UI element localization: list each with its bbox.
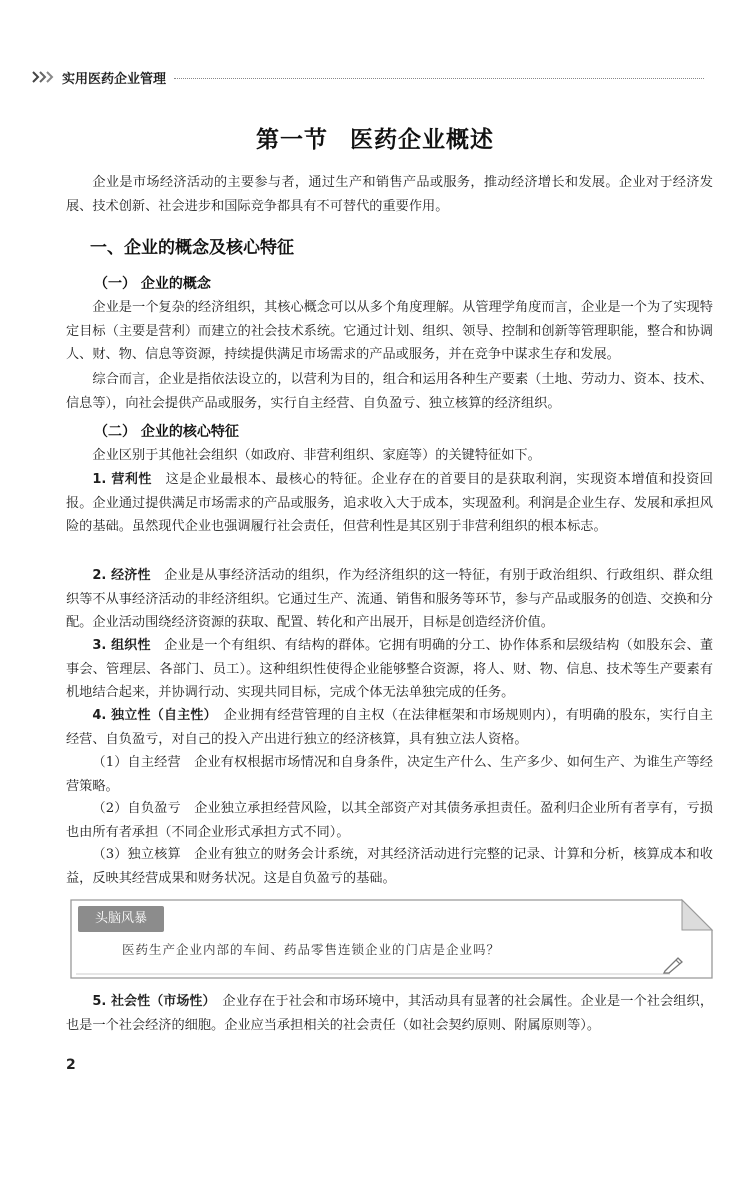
feature-4-autonomy: （1）自主经营 企业有权根据市场情况和自身条件，决定生产什么、生产多少、如何生产、为谁生产等经营策略。 xyxy=(66,755,713,794)
heading-sub1: （一） 企业的概念 xyxy=(94,276,211,292)
sub1-p1-block xyxy=(66,296,713,367)
section-title xyxy=(0,121,750,154)
heading-1-block xyxy=(66,233,713,258)
feature-4-text: 企业拥有经营管理的自主权（在法律框架和市场规则内），有明确的股东，实行自主经营、自负盈亏，对自己的投入产出进行独立的经济核算，具有独立法人资格。 xyxy=(66,708,713,747)
section-name: 医药企业概述 xyxy=(350,127,494,153)
brainstorm-frame xyxy=(70,898,714,980)
feature-4a-block xyxy=(66,751,713,798)
page-number: 2 xyxy=(66,1057,76,1073)
feature-5 xyxy=(66,990,713,1037)
feature-3-text: 企业是一个有组织、有结构的群体。它拥有明确的分工、协作体系和层级结构（如股东会、董事会、管理层、各部门、员工）。这种组织性使得企业能够整合资源，将人、财、物、信息、技术等生产要素有机地结合起来，并协调行动、实现共同目标，完成个体无法单独完成的任务。 xyxy=(66,638,714,700)
feature-4c-block xyxy=(66,843,713,890)
feature-4 xyxy=(66,704,713,751)
feature-3 xyxy=(66,634,713,705)
feature-2-text: 企业是从事经济活动的组织，作为经济组织的这一特征，有别于政治组织、行政组织、群众组织等不从事经济活动的非经济组织。它通过生产、流通、销售和服务等环节，参与产品或服务的创造、交换和分配。企业活动围绕经济资源的获取、配置、转化和产出展开，目标是创造经济价值。 xyxy=(66,568,714,630)
chevrons-icon xyxy=(32,71,56,83)
feature-3-block xyxy=(66,634,713,705)
feature-4-independent-accounting: （3）独立核算 企业有独立的财务会计系统，对其经济活动进行完整的记录、计算和分析，核算成本和收益，反映其经营成果和财务状况。这是自负盈亏的基础。 xyxy=(66,847,713,886)
feature-2 xyxy=(66,564,713,635)
concept-paragraph-1: 企业是一个复杂的经济组织，其核心概念可以从多个角度理解。从管理学角度而言，企业是一个为了实现特定目标（主要是营利）而建立的社会技术系统。它通过计划、组织、领导、控制和创新等管理职能，整合和协调人、财、物、信息等资源，持续提供满足市场需求的产品或服务，并在竞争中谋求生存和发展。 xyxy=(66,300,713,362)
brainstorm-label: 头脑风暴 xyxy=(78,906,164,932)
feature-1-lead: 1. 营利性 xyxy=(92,472,152,487)
section-number: 第一节 xyxy=(256,127,328,153)
sub1-p2-block xyxy=(66,368,713,415)
feature-4b-block xyxy=(66,797,713,844)
heading-sub2: （二） 企业的核心特征 xyxy=(94,424,239,440)
feature-3-lead: 3. 组织性 xyxy=(92,638,151,653)
header-rule xyxy=(174,78,704,79)
sub1-heading-block xyxy=(66,273,713,293)
feature-4-lead: 4. 独立性（自主性） xyxy=(92,708,211,723)
intro-paragraph: 企业是市场经济活动的主要参与者，通过生产和销售产品或服务，推动经济增长和发展。企业对于经济发展、技术创新、社会进步和国际竞争都具有不可替代的重要作用。 xyxy=(66,175,713,214)
sub2-heading-block xyxy=(66,421,713,441)
feature-4-block xyxy=(66,704,713,751)
brainstorm-box xyxy=(70,898,714,980)
intro-block xyxy=(66,171,713,218)
heading-1: 一、企业的概念及核心特征 xyxy=(90,238,294,258)
feature-1-block xyxy=(66,468,713,539)
brainstorm-question: 医药生产企业内部的车间、药品零售连锁企业的门店是企业吗？ xyxy=(122,942,501,957)
feature-2-lead: 2. 经济性 xyxy=(92,568,151,583)
feature-5-lead: 5. 社会性（市场性） xyxy=(92,994,210,1009)
feature-2-block xyxy=(66,564,713,635)
running-title: 实用医药企业管理 xyxy=(62,71,167,87)
feature-4-self-financing: （2）自负盈亏 企业独立承担经营风险，以其全部资产对其债务承担责任。盈利归企业所有者享有，亏损也由所有者承担（不同企业形式承担方式不同）。 xyxy=(66,801,713,840)
sub2-intro-block xyxy=(66,444,713,468)
pencil-icon xyxy=(662,956,684,978)
concept-paragraph-2: 综合而言，企业是指依法设立的，以营利为目的，组合和运用各种生产要素（土地、劳动力、资本、技术、信息等），向社会提供产品或服务，实行自主经营、自负盈亏、独立核算的经济组织。 xyxy=(66,372,713,411)
running-header xyxy=(32,66,704,88)
feature-1-text: 这是企业最根本、最核心的特征。企业存在的首要目的是获取利润，实现资本增值和投资回报。企业通过提供满足市场需求的产品或服务，追求收入大于成本，实现盈利。利润是企业生存、发展和承担风险的基础。虽然现代企业也强调履行社会责任，但营利性是其区别于非营利组织的根本标志。 xyxy=(66,472,713,534)
feature-5-block xyxy=(66,990,713,1037)
feature-1 xyxy=(66,468,713,539)
feature-5-text: 企业存在于社会和市场环境中，其活动具有显著的社会属性。企业是一个社会组织，也是一个社会经济的细胞。企业应当承担相关的社会责任（如社会契约原则、附属原则等）。 xyxy=(66,994,714,1033)
features-intro: 企业区别于其他社会组织（如政府、非营利组织、家庭等）的关键特征如下。 xyxy=(92,448,541,463)
